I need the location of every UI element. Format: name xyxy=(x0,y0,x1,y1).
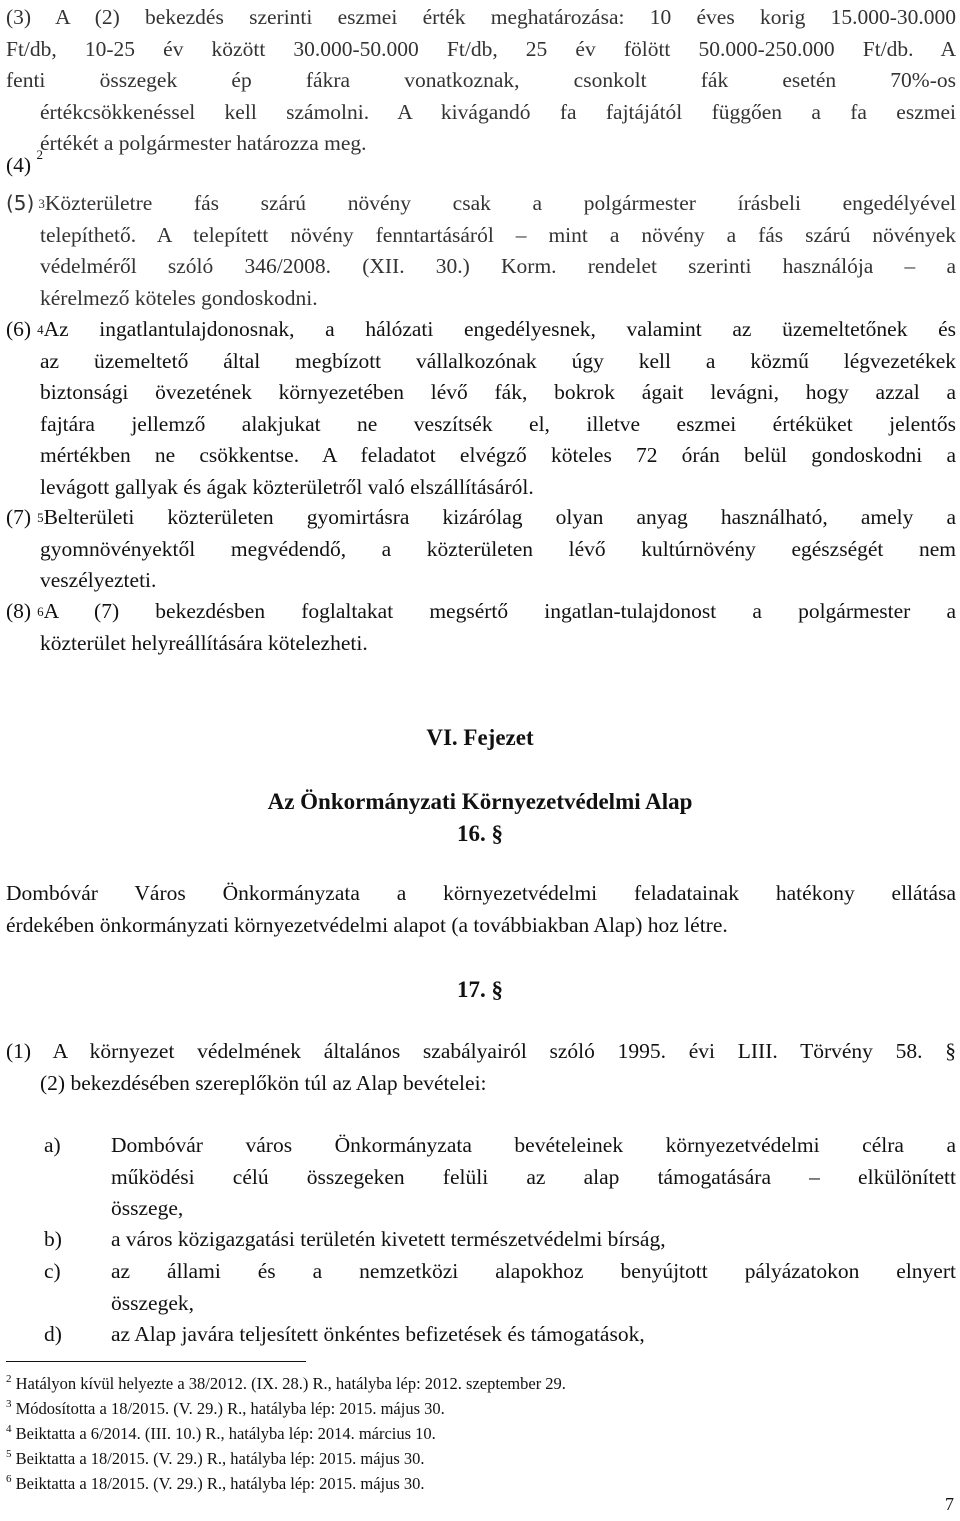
footnote xyxy=(6,1424,436,1444)
paragraph-line: összege, xyxy=(111,1196,184,1220)
paragraph-line: Belterületi közterületen gyomirtásra kizárólag olyan anyag használható, amely a xyxy=(43,505,956,529)
list-marker: d) xyxy=(44,1322,62,1346)
paragraph-line: az Alap javára teljesített önkéntes befizetések és támogatások, xyxy=(111,1322,645,1346)
paragraph-line: Közterületre fás szárú növény csak a polgármester írásbeli engedélyével xyxy=(44,191,956,215)
footnote-text: Beiktatta a 6/2014. (III. 10.) R., hatályba lép: 2014. március 10. xyxy=(15,1424,436,1443)
paragraph-line: közterület helyreállítására kötelezheti. xyxy=(40,630,368,655)
paragraph-line: Dombóvár város Önkormányzata bevételeinek környezetvédelmi célra a xyxy=(111,1133,956,1157)
paragraph-number: (4) xyxy=(6,153,32,177)
footnote-ref: 6 xyxy=(37,604,44,619)
paragraph-line: biztonsági övezetének környezetében lévő fák, bokrok ágait levágni, hogy azzal a xyxy=(40,380,956,404)
paragraph-line: értékét a polgármester határozza meg. xyxy=(40,131,367,155)
paragraph-line: érdekében önkormányzati környezetvédelmi alapot (a továbbiakban Alap) hoz létre. xyxy=(6,912,728,937)
section-16-heading: 16. § xyxy=(457,821,503,846)
paragraph-line: a város közigazgatási területén kivetett természetvédelmi bírság, xyxy=(111,1227,666,1251)
paragraph-4 xyxy=(6,147,956,182)
paragraph-line: mértékben ne csökkentse. A feladatot elvégző köteles 72 órán belül gondoskodni a xyxy=(40,443,956,467)
paragraph-number: (6) xyxy=(6,317,32,341)
page-number: 7 xyxy=(945,1494,954,1514)
paragraph-line: veszélyezteti. xyxy=(40,568,157,592)
paragraph-line: (1) A környezet védelmének általános szabályairól szóló 1995. évi LIII. Törvény 58. § xyxy=(6,1039,956,1063)
chapter-title: Az Önkormányzati Környezetvédelmi Alap xyxy=(267,789,693,814)
paragraph-line: az üzemeltető által megbízott vállalkozónak úgy kell a közmű légvezetékek xyxy=(40,348,956,373)
list-marker: a) xyxy=(44,1133,61,1157)
paragraph-line: gyomnövényektől megvédendő, a közterületen lévő kultúrnövény egészségét nem xyxy=(40,536,956,561)
footnote-text: Módosította a 18/2015. (V. 29.) R., hatályba lép: 2015. május 30. xyxy=(15,1399,445,1418)
paragraph-6 xyxy=(6,314,956,503)
footnote-number: 6 xyxy=(6,1473,12,1485)
paragraph-line: Ft/db, 10-25 év között 30.000-50.000 Ft/db, 25 év fölött 50.000-250.000 Ft/db. A xyxy=(6,36,956,61)
footnote-ref: 3 xyxy=(38,196,45,211)
list-marker: c) xyxy=(44,1259,61,1283)
paragraph-line: az állami és a nemzetközi alapokhoz benyújtott pályázatokon elnyert xyxy=(111,1259,956,1283)
footnote-text: Beiktatta a 18/2015. (V. 29.) R., hatályba lép: 2015. május 30. xyxy=(15,1449,425,1468)
paragraph-line: fenti összegek ép fákra vonatkoznak, csonkolt fák esetén 70%-os xyxy=(6,68,956,92)
paragraph-line: védelméről szóló 346/2008. (XII. 30.) Korm. rendelet szerinti használója – a xyxy=(40,254,956,278)
footnote-ref: 4 xyxy=(37,322,44,337)
footnote-number: 4 xyxy=(6,1423,12,1435)
paragraph-line: (3) A (2) bekezdés szerinti eszmei érték meghatározása: 10 éves korig 15.000-30.000 xyxy=(6,5,956,29)
footnote xyxy=(6,1374,566,1394)
paragraph-line: A (7) bekezdésben foglaltakat megsértő ingatlan-tulajdonost a polgármester a xyxy=(43,599,956,623)
paragraph-line: kérelmező köteles gondoskodni. xyxy=(40,285,318,310)
paragraph-number: (7) xyxy=(6,505,32,529)
footnote xyxy=(6,1474,425,1494)
paragraph-number: (8) xyxy=(6,599,32,623)
paragraph-5 xyxy=(6,188,956,314)
paragraph-line: telepíthető. A telepített növény fenntartásáról – mint a növény a fás szárú növények xyxy=(40,222,956,247)
footnote-text: Beiktatta a 18/2015. (V. 29.) R., hatályba lép: 2015. május 30. xyxy=(15,1474,425,1493)
paragraph-line: értékcsökkenéssel kell számolni. A kivágandó fa fajtájától függően a fa eszmei xyxy=(40,99,956,124)
paragraph-7 xyxy=(6,502,956,597)
paragraph-line: Dombóvár Város Önkormányzata a környezetvédelmi feladatainak hatékony ellátása xyxy=(6,881,956,905)
footnote-number: 3 xyxy=(6,1398,12,1410)
paragraph-3 xyxy=(6,2,956,160)
footnote xyxy=(6,1449,425,1469)
footnote-ref: 5 xyxy=(37,510,44,525)
footnote-number: 5 xyxy=(6,1448,12,1460)
footnote-ref: 2 xyxy=(36,147,43,162)
list-marker: b) xyxy=(44,1227,62,1251)
chapter-number: VI. Fejezet xyxy=(426,725,534,750)
footnote-number: 2 xyxy=(6,1373,12,1385)
paragraph-number: (5) xyxy=(6,191,35,215)
paragraph-line: fajtára jellemző alakjukat ne veszítsék el, illetve eszmei értéküket jelentős xyxy=(40,411,956,436)
section-16-body xyxy=(6,878,956,941)
section-17-heading: 17. § xyxy=(457,977,503,1002)
paragraph-line: (2) bekezdésében szereplőkön túl az Alap bevételei: xyxy=(40,1070,487,1095)
paragraph-line: levágott gallyak és ágak közterületről való elszállításáról. xyxy=(40,474,534,499)
paragraph-line: Az ingatlantulajdonosnak, a hálózati engedélyesnek, valamint az üzemeltetőnek és xyxy=(43,317,956,341)
paragraph-line: összegek, xyxy=(111,1290,194,1315)
footnote-separator xyxy=(6,1361,306,1362)
footnote-text: Hatályon kívül helyezte a 38/2012. (IX. 28.) R., hatályba lép: 2012. szeptember 29. xyxy=(15,1374,566,1393)
section-17-paragraph-1 xyxy=(6,1036,956,1099)
paragraph-line: működési célú összegeken felüli az alap támogatására – elkülönített xyxy=(111,1164,956,1189)
footnote xyxy=(6,1399,445,1419)
paragraph-8 xyxy=(6,596,956,659)
